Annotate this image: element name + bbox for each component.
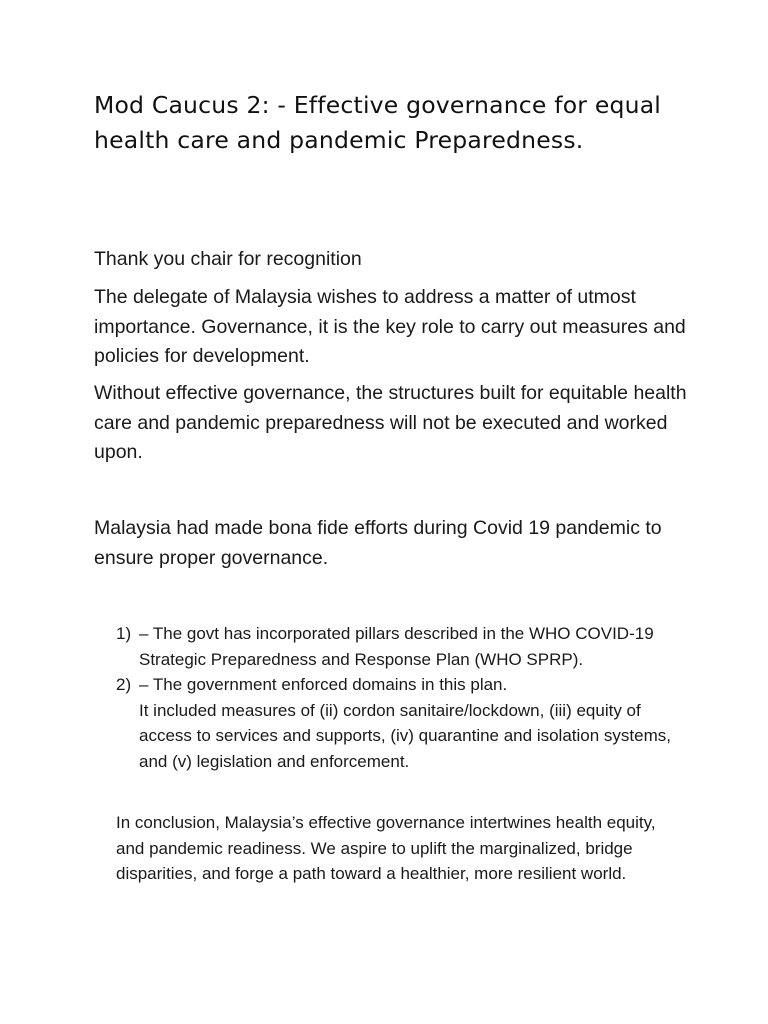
- measures-list: [116, 621, 676, 774]
- list-item-text: – The govt has incorporated pillars described in the WHO COVID-19 Strategic Preparedness and Response Plan (WHO SPRP).: [139, 624, 654, 669]
- list-item: [116, 621, 676, 672]
- list-item-number: 2): [116, 675, 132, 694]
- paragraph-malaysia-efforts: Malaysia had made bona fide efforts during Covid 19 pandemic to ensure proper governance.: [94, 517, 662, 569]
- paragraph-without-governance: Without effective governance, the structures built for equitable health care and pandemic preparedness will not be executed and worked upon.: [94, 382, 687, 463]
- paragraph-conclusion: In conclusion, Malaysia’s effective governance intertwines health equity, and pandemic readiness. We aspire to uplift the marginalized, bridge disparities, and forge a path toward a healthier, more resilient world.: [116, 813, 656, 883]
- paragraph-governance-intro: The delegate of Malaysia wishes to address a matter of utmost importance. Governance, it is the key role to carry out measures and policies for development.: [94, 286, 686, 367]
- paragraph-thanks: Thank you chair for recognition: [94, 248, 362, 270]
- list-item: [116, 672, 676, 774]
- list-item-number: 1): [116, 624, 132, 643]
- list-item-body: [139, 672, 676, 774]
- list-item-body: [139, 621, 676, 672]
- document-title: Mod Caucus 2: - Effective governance for equal health care and pandemic Preparedness.: [94, 91, 662, 154]
- list-item-text: – The government enforced domains in this plan.: [139, 675, 508, 694]
- list-item-continuation: It included measures of (ii) cordon sanitaire/lockdown, (iii) equity of access to services and supports, (iv) quarantine and isolation systems, and (v) legislation and enforcement.: [139, 700, 671, 771]
